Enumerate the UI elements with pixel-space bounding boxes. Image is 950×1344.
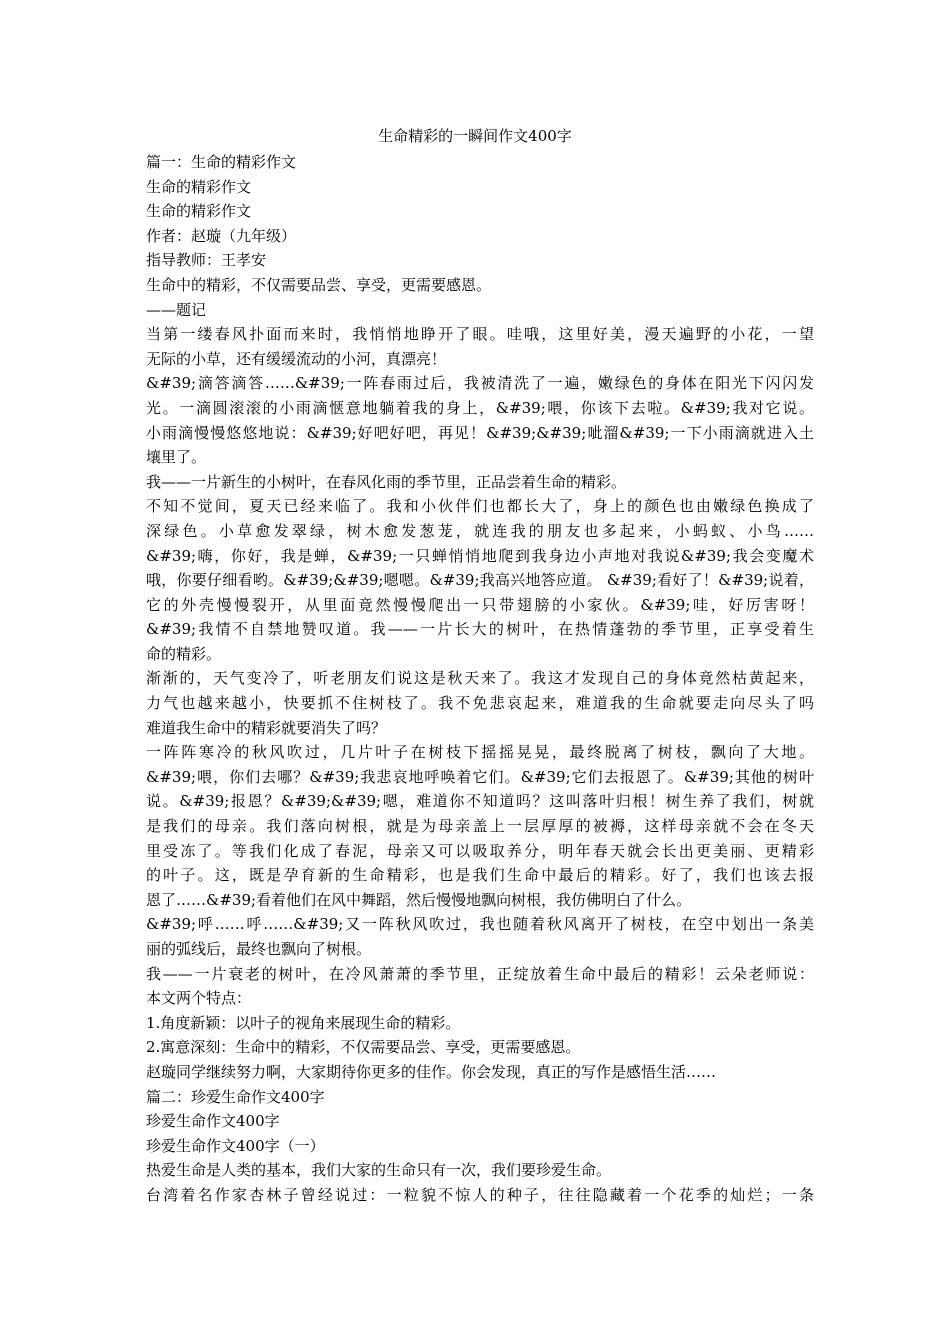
- text-line: 指导教师：王孝安: [146, 251, 267, 270]
- text-line: 当第一缕春风扑面而来时，我悄悄地睁开了眼。哇哦，这里好美，漫天遍野的小花，一望: [146, 325, 814, 344]
- text-line: 作者：赵璇（九年级）: [146, 226, 297, 245]
- text-line: 热爱生命是人类的基本，我们大家的生命只有一次，我们要珍爱生命。: [146, 1161, 612, 1180]
- text-line: &#39;我情不自禁地赞叹道。我——一片长大的树叶，在热情蓬勃的季节里，正享受着生: [146, 620, 814, 639]
- text-line: &#39;呼……呼……&#39;又一阵秋风吹过，我也随着秋风离开了树枝，在空中划出一条美: [146, 915, 814, 934]
- text-line: 本文两个特点：: [146, 989, 252, 1008]
- text-line: 深绿色。小草愈发翠绿，树木愈发葱茏，就连我的朋友也多起来，小蚂蚁、小鸟……: [146, 521, 814, 540]
- text-line: 小雨滴慢慢悠悠地说：&#39;好吧好吧，再见！&#39;&#39;呲溜&#39;一下小雨滴就进入土: [146, 423, 814, 442]
- text-line: 力气也越来越小，快要抓不住树枝了。我不免悲哀起来，难道我的生命就要走向尽头了吗: [146, 694, 814, 713]
- text-line: 2.寓意深刻：生命中的精彩，不仅需要品尝、享受，更需要感恩。: [146, 1038, 581, 1057]
- text-line: 丽的弧线后，最终也飘向了树根。: [146, 940, 372, 958]
- text-line: 我——一片衰老的树叶，在冷风萧萧的季节里，正绽放着生命中最后的精彩！云朵老师说：: [146, 964, 814, 983]
- text-line: 里受冻了。等我们化成了春泥，母亲又可以吸取养分，明年春天就会长出更美丽、更精彩: [146, 841, 814, 860]
- document-title: 生命精彩的一瞬间作文400字: [378, 127, 572, 145]
- text-line: 说。&#39;报恩？&#39;&#39;嗯，难道你不知道吗？这叫落叶归根！树生养了我们，树就: [146, 792, 814, 811]
- text-line: 的叶子。这，既是孕育新的生命精彩，也是我们生命中最后的精彩。好了，我们也该去报: [146, 866, 814, 885]
- text-line: 篇二：珍爱生命作文400字: [146, 1087, 325, 1106]
- text-line: 是我们的母亲。我们落向树根，就是为母亲盖上一层厚厚的被褥，这样母亲就不会在冬天: [146, 817, 814, 836]
- text-line: 生命的精彩作文: [146, 202, 252, 221]
- text-line: 我——一片新生的小树叶，在春风化雨的季节里，正品尝着生命的精彩。: [146, 472, 627, 491]
- text-line: &#39;喂，你们去哪？&#39;我悲哀地呼唤着它们。&#39;它们去报恩了。&#39;其他的树叶: [146, 767, 814, 786]
- text-line: 难道我生命中的精彩就要消失了吗？: [146, 718, 387, 737]
- text-line: 1.角度新颖：以叶子的视角来展现生命的精彩。: [146, 1013, 461, 1032]
- text-line: 珍爱生命作文400字（一）: [146, 1136, 325, 1155]
- text-line: 不知不觉间，夏天已经来临了。我和小伙伴们也都长大了，身上的颜色也由嫩绿色换成了: [146, 497, 814, 516]
- text-line: 生命中的精彩，不仅需要品尝、享受，更需要感恩。: [146, 275, 492, 294]
- text-line: 无际的小草，还有缓缓流动的小河，真漂亮！: [146, 349, 447, 368]
- text-line: 珍爱生命作文400字: [146, 1112, 280, 1131]
- text-line: 命的精彩。: [146, 644, 222, 663]
- text-line: 它的外壳慢慢裂开，从里面竟然慢慢爬出一只带翅膀的小家伙。&#39;哇，好厉害呀！: [146, 595, 814, 614]
- text-line: ——题记: [146, 300, 207, 319]
- text-line: 生命的精彩作文: [146, 177, 252, 196]
- text-line: 光。一滴圆滚滚的小雨滴惬意地躺着我的身上，&#39;喂，你该下去啦。&#39;我对它说。: [146, 398, 814, 417]
- text-line: 壤里了。: [146, 448, 207, 467]
- text-line: 恩了……&#39;看着他们在风中舞蹈，然后慢慢地飘向树根，我仿佛明白了什么。: [146, 890, 692, 909]
- text-line: 台湾着名作家杏林子曾经说过：一粒貌不惊人的种子，往往隐藏着一个花季的灿烂；一条: [146, 1185, 814, 1204]
- document-body: [146, 150, 814, 1208]
- text-line: &#39;嗨，你好，我是蝉，&#39;一只蝉悄悄地爬到我身边小声地对我说&#39;我会变魔术: [146, 546, 814, 565]
- text-line: 赵璇同学继续努力啊，大家期待你更多的佳作。你会发现，真正的写作是感悟生活……: [146, 1062, 717, 1081]
- text-line: 一阵阵寒冷的秋风吹过，几片叶子在树枝下摇摇晃晃，最终脱离了树枝，飘向了大地。: [146, 743, 814, 762]
- text-line: 哦，你要仔细看哟。&#39;&#39;嗯嗯。&#39;我高兴地答应道。 &#39;看好了！&#39;说着，: [146, 571, 814, 590]
- text-line: 篇一：生命的精彩作文: [146, 153, 297, 171]
- text-line: &#39;滴答滴答……&#39;一阵春雨过后，我被清洗了一遍，嫩绿色的身体在阳光下闪闪发: [146, 374, 814, 393]
- text-line: 渐渐的，天气变冷了，听老朋友们说这是秋天来了。我这才发现自己的身体竟然枯黄起来，: [146, 669, 814, 688]
